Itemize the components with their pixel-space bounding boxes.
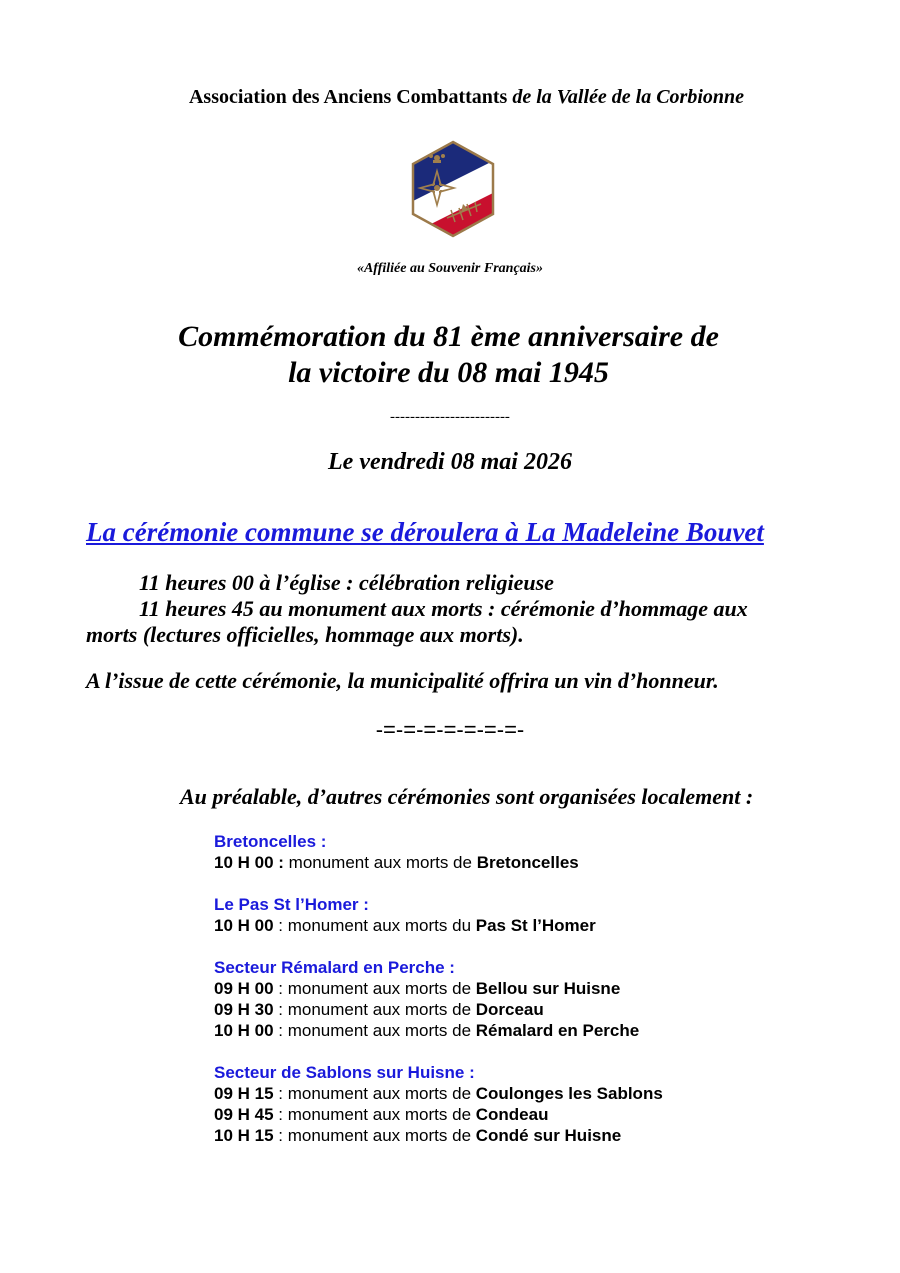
sector-remalard <box>214 957 663 1041</box>
ceremony-heading: La cérémonie commune se déroulera à La Madeleine Bouvet <box>86 517 764 547</box>
entry-text: : monument aux morts de <box>273 1084 476 1103</box>
entry-time: 09 H 45 <box>214 1105 274 1124</box>
entry-time: 09 H 00 <box>214 979 274 998</box>
entry-place: Bretoncelles <box>476 853 579 872</box>
program-line-church: 11 heures 00 à l’église : célébration religieuse <box>139 570 554 595</box>
sector-sablons <box>214 1062 663 1146</box>
list-item <box>214 978 663 999</box>
association-region: de la Vallée de la Corbionne <box>512 86 745 108</box>
local-intro: Au préalable, d’autres cérémonies sont organisées localement : <box>180 784 754 809</box>
association-header <box>0 86 900 109</box>
entry-time: 09 H 30 <box>214 1000 274 1019</box>
sector-title: Secteur Rémalard en Perche : <box>214 958 455 977</box>
local-ceremonies <box>214 831 663 1167</box>
ornament-separator: -=-=-=-=-=-=-=- <box>375 717 525 742</box>
entry-text: : monument aux morts de <box>273 1126 476 1145</box>
list-item <box>214 852 663 873</box>
list-item <box>214 1104 663 1125</box>
entry-text: : monument aux morts du <box>273 916 476 935</box>
entry-place: Dorceau <box>475 1000 544 1019</box>
entry-place: Coulonges les Sablons <box>475 1084 663 1103</box>
dash-separator: ------------------------ <box>390 409 510 425</box>
association-logo <box>407 138 499 240</box>
list-item <box>214 915 663 936</box>
list-item <box>214 1125 663 1146</box>
list-item <box>214 1083 663 1104</box>
sector-title: Le Pas St l’Homer : <box>214 895 369 914</box>
entry-time: 10 H 00 <box>214 916 274 935</box>
entry-text: : monument aux morts de <box>273 1021 476 1040</box>
entry-time: 10 H 00 <box>214 1021 274 1040</box>
sector-pas-st-lhomer <box>214 894 663 936</box>
sector-bretoncelles <box>214 831 663 873</box>
entry-text: monument aux morts de <box>283 853 477 872</box>
entry-place: Bellou sur Huisne <box>475 979 621 998</box>
page-title <box>0 319 897 391</box>
program-line-monument: 11 heures 45 au monument aux morts : cérémonie d’hommage aux morts (lectures officielles, hommage aux morts). <box>86 596 748 647</box>
entry-place: Rémalard en Perche <box>475 1021 640 1040</box>
list-item <box>214 999 663 1020</box>
entry-place: Condeau <box>475 1105 549 1124</box>
entry-text: : monument aux morts de <box>273 979 476 998</box>
title-line-1: Commémoration du 81 ème anniversaire de <box>178 320 719 353</box>
association-name: Association des Anciens Combattants <box>188 86 513 108</box>
sector-title: Bretoncelles : <box>214 832 327 851</box>
entry-time: 10 H 00 : <box>214 853 284 872</box>
affiliation-note: «Affiliée au Souvenir Français» <box>356 261 544 276</box>
entry-text: : monument aux morts de <box>273 1000 476 1019</box>
entry-time: 10 H 15 <box>214 1126 274 1145</box>
list-item <box>214 1020 663 1041</box>
entry-place: Pas St l’Homer <box>475 916 596 935</box>
entry-text: : monument aux morts de <box>273 1105 476 1124</box>
title-line-2: la victoire du 08 mai 1945 <box>288 356 609 389</box>
sector-title: Secteur de Sablons sur Huisne : <box>214 1063 475 1082</box>
reception-note: A l’issue de cette cérémonie, la municipalité offrira un vin d’honneur. <box>86 668 719 693</box>
entry-time: 09 H 15 <box>214 1084 274 1103</box>
ceremony-program <box>86 570 786 648</box>
entry-place: Condé sur Huisne <box>475 1126 622 1145</box>
event-date: Le vendredi 08 mai 2026 <box>328 449 572 475</box>
